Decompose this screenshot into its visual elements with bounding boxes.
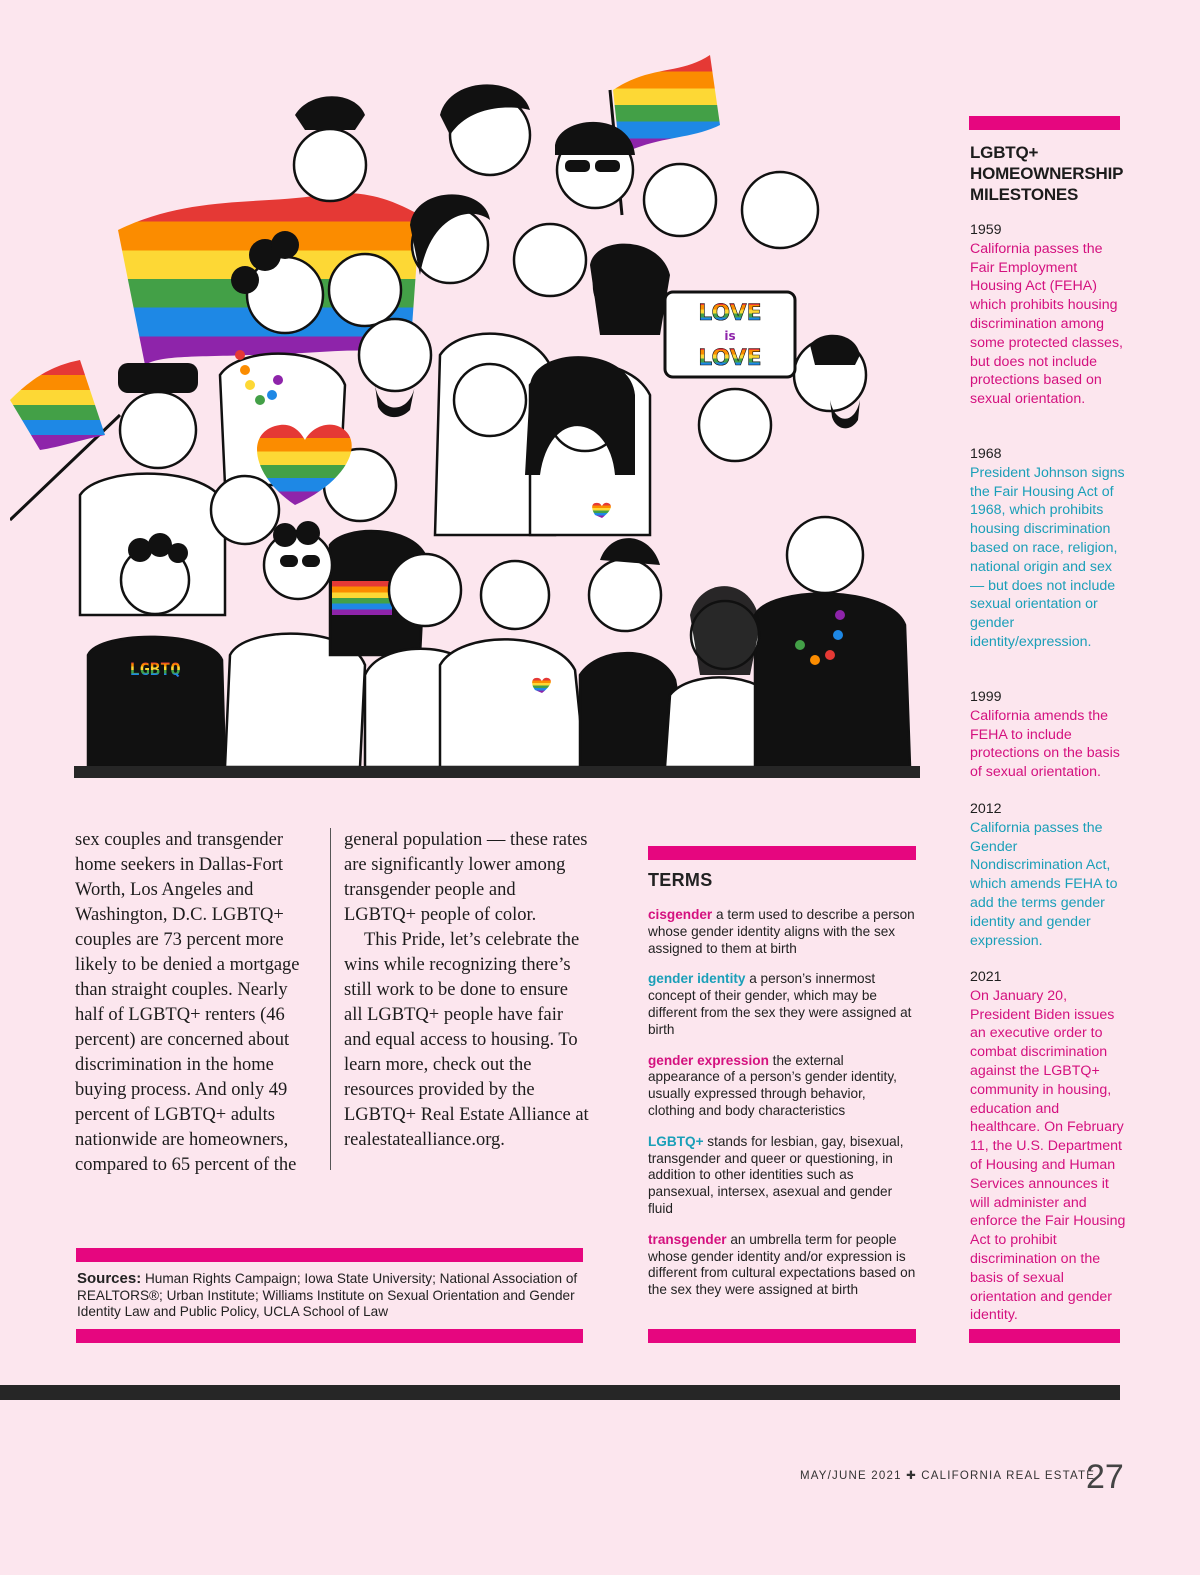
term-entry (648, 1053, 916, 1120)
column-divider (330, 828, 331, 1170)
term-entry (648, 1134, 916, 1218)
pride-crowd-illustration (10, 55, 920, 780)
term-word: cisgender (648, 907, 713, 922)
terms-title: TERMS (648, 870, 713, 890)
milestone-1959 (970, 221, 1128, 409)
article-paragraph: This Pride, let’s celebrate the wins while recognizing there’s still work to be done to ensure all LGBTQ+ people have fair and equal access to housing. To learn more, check out the resources provided by the LGBTQ+ Real Estate Alliance at realestatealliance.org. (344, 930, 589, 1150)
article-column-1: sex couples and transgender home seekers in Dallas-Fort Worth, Los Angeles and Washington, D.C. LGBTQ+ couples are 73 percent more likely to be denied a mortgage than straight couples. Nearly half of LGBTQ+ renters (46 percent) are concerned about discrimination in the home buying process. And only 49 percent of LGBTQ+ adults nationwide are homeowners, compared to 65 percent of the (75, 830, 300, 1175)
term-definition: the external appearance of a person’s gender identity, usually expressed through behavior, clothing and body characteristics (648, 1052, 897, 1118)
article-paragraph: general population — these rates are significantly lower among transgender people and LGBTQ+ people of color. (344, 830, 588, 925)
sources-top-bar (76, 1248, 583, 1262)
terms-bottom-bar (648, 1329, 916, 1343)
milestone-text: California amends the FEHA to include protections on the basis of sexual orientation. (970, 707, 1120, 781)
term-word: transgender (648, 1231, 727, 1247)
milestone-2021 (970, 968, 1128, 1325)
term-entry (648, 1232, 916, 1299)
sources-text: Human Rights Campaign; Iowa State University; National Association of REALTORS®; Urban Institute; Williams Institute on Sexual Orientation and Gender Identity Law and Public Policy, UCLA School of Law (77, 1271, 578, 1320)
milestone-year: 1959 (970, 222, 1002, 238)
sign-line-1: LOVE (698, 301, 762, 326)
milestones-title: LGBTQ+ HOMEOWNERSHIP MILESTONES (970, 143, 1123, 204)
term-entry (648, 907, 916, 957)
milestones-bottom-bar (969, 1329, 1120, 1343)
term-word: gender identity (648, 971, 746, 987)
shirt-flag-patch (332, 581, 392, 615)
page-footer: MAY/JUNE 2021 ✚ CALIFORNIA REAL ESTATE (800, 1470, 1096, 1482)
sources-label: Sources: (77, 1270, 142, 1287)
terms-list (648, 907, 916, 1313)
sources-bottom-bar (76, 1329, 583, 1343)
sign-line-3: LOVE (698, 346, 762, 371)
milestones-top-bar (969, 116, 1120, 130)
term-definition: a term used to describe a person whose gender identity aligns with the sex assigned to them at birth (648, 907, 915, 956)
page-number: 27 (1086, 1458, 1124, 1496)
page-bottom-bar (0, 1385, 1120, 1400)
term-word: gender expression (648, 1052, 769, 1068)
milestone-text: California passes the Fair Employment Housing Act (FEHA) which prohibits housing discrimination among some protected classes, but does not include protections based on sexual orientation. (970, 240, 1123, 408)
milestone-1968 (970, 445, 1128, 652)
term-entry (648, 971, 916, 1038)
milestone-text: On January 20, President Biden issues an executive order to combat discrimination against the LGBTQ+ community in housing, education and healthcare. On February 11, the U.S. Department of Housing and Human Services announces it will administer and enforce the Fair Housing Act to prohibit discrimination on the basis of sexual orientation and gender identity. (970, 987, 1126, 1324)
milestone-2012 (970, 800, 1128, 950)
sign-line-2: is (724, 329, 736, 343)
term-definition: a person’s innermost concept of their gender, which may be different from the sex they were assigned at birth (648, 971, 912, 1037)
terms-top-bar (648, 846, 916, 860)
milestone-text: California passes the Gender Nondiscrimination Act, which amends FEHA to add the terms gender identity and gender expression. (970, 819, 1118, 949)
sources-note (77, 1271, 587, 1321)
milestone-text: President Johnson signs the Fair Housing Act of 1968, which prohibits housing discrimination based on race, religion, national origin and sex — but does not include sexual orientation or gender identity/expression. (970, 464, 1125, 650)
milestone-year: 2021 (970, 969, 1002, 985)
illustration-ground-bar (74, 766, 920, 778)
milestone-year: 1968 (970, 446, 1002, 462)
milestone-1999 (970, 688, 1128, 782)
milestone-year: 2012 (970, 801, 1002, 817)
term-word: LGBTQ+ (648, 1133, 704, 1149)
term-definition: stands for lesbian, gay, bisexual, transgender and queer or questioning, in addition to other identities such as pansexual, intersex, asexual and gender fluid (648, 1133, 904, 1216)
small-rainbow-flag-left (10, 360, 105, 450)
term-definition: an umbrella term for people whose gender identity and/or expression is different from cultural expectations based on the sex they were assigned at birth (648, 1231, 916, 1298)
article-column-2 (344, 828, 589, 1153)
shirt-text: LGBTQ (129, 660, 181, 680)
milestone-year: 1999 (970, 689, 1002, 705)
